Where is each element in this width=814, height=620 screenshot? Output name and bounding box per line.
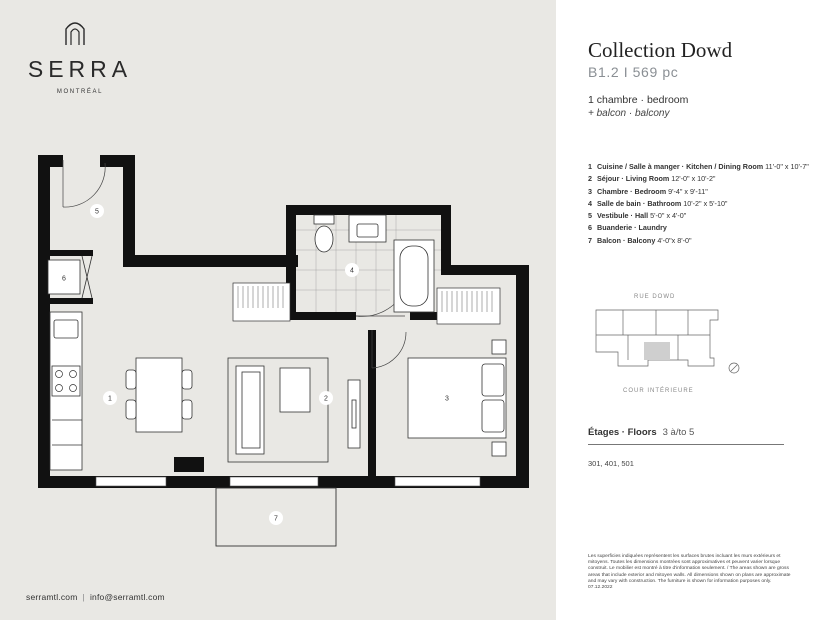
vanity-sink-icon: [349, 215, 386, 242]
list-item: 7 Balcon · Balcony 4'-0"x 8'-0": [588, 235, 692, 245]
email-link[interactable]: info@serramtl.com: [89, 592, 165, 602]
list-item: 1 Cuisine / Salle à manger · Kitchen / Dining Room 11'-0" x 10'-7": [588, 162, 809, 171]
room-marker-6: 6: [62, 275, 66, 283]
bedroom-count: 1 chambre · bedroom: [588, 94, 689, 106]
unit-numbers: 301, 401, 501: [588, 459, 634, 468]
dining-table-icon: [126, 358, 192, 432]
brand-name: SERRA: [27, 56, 133, 82]
floors-label: Étages · Floors: [588, 427, 657, 438]
divider: [588, 444, 784, 445]
floors-info: [588, 427, 694, 438]
bathtub-icon: [394, 240, 434, 312]
key-plan-map: [588, 290, 748, 400]
disclaimer-text: Les superficies indiquées représentent les surfaces brutes incluant les murs extérieurs et mitoyens. Toutes les dimensions montrées sont approximatives et peuvent varier lorsque construit. Le mobilier est montré à titre d'information seulement. / The areas shown are gross areas that include exterior and mitoyen walls. All dimensions shown on plans are approximate and may vary with construction. The furniture is shown for information purposes only. 07.12.2022: [588, 554, 791, 591]
room-marker-5: 5: [95, 208, 99, 216]
list-item: 5 Vestibule · Hall 5'-0" x 4'-0": [588, 211, 687, 221]
bedroom-door: [372, 330, 406, 368]
website-link[interactable]: serramtl.com: [26, 592, 78, 602]
list-item: 4 Salle de bain · Bathroom 10'-2" x 5'-10": [588, 198, 728, 208]
list-item: 2 Séjour · Living Room 12'-0" x 10'-2": [588, 174, 716, 184]
collection-title: Collection Dowd: [588, 38, 733, 62]
bed-icon: [408, 340, 506, 456]
room-list: [588, 162, 809, 248]
room-marker-4: 4: [350, 267, 354, 275]
room-marker-2: 2: [324, 395, 328, 403]
unit-code-area: B1.2 I 569 pc: [588, 64, 679, 80]
room-marker-3: 3: [445, 395, 449, 403]
entry-door: [63, 160, 105, 207]
room-marker-7: 7: [274, 515, 278, 523]
list-item: 3 Chambre · Bedroom 9'-4" x 9'-11": [588, 186, 708, 196]
floors-value: 3 à/to 5: [662, 427, 695, 438]
living-furniture: [228, 358, 360, 462]
unit-highlight: [644, 342, 670, 360]
balcony-note: + balcon · balcony: [588, 108, 670, 119]
kitchen-counter: [50, 312, 82, 470]
contact-separator: |: [82, 592, 85, 602]
toilet-icon: [314, 215, 334, 252]
room-marker-1: 1: [108, 395, 112, 403]
brand-city: MONTRÉAL: [56, 89, 104, 95]
street-label-top: RUE DOWD: [634, 294, 676, 300]
street-label-bottom: COUR INTÉRIEURE: [623, 388, 694, 394]
windows: [96, 477, 480, 486]
contact-footer: [26, 592, 165, 602]
list-item: 6 Buanderie · Laundry: [588, 223, 667, 233]
